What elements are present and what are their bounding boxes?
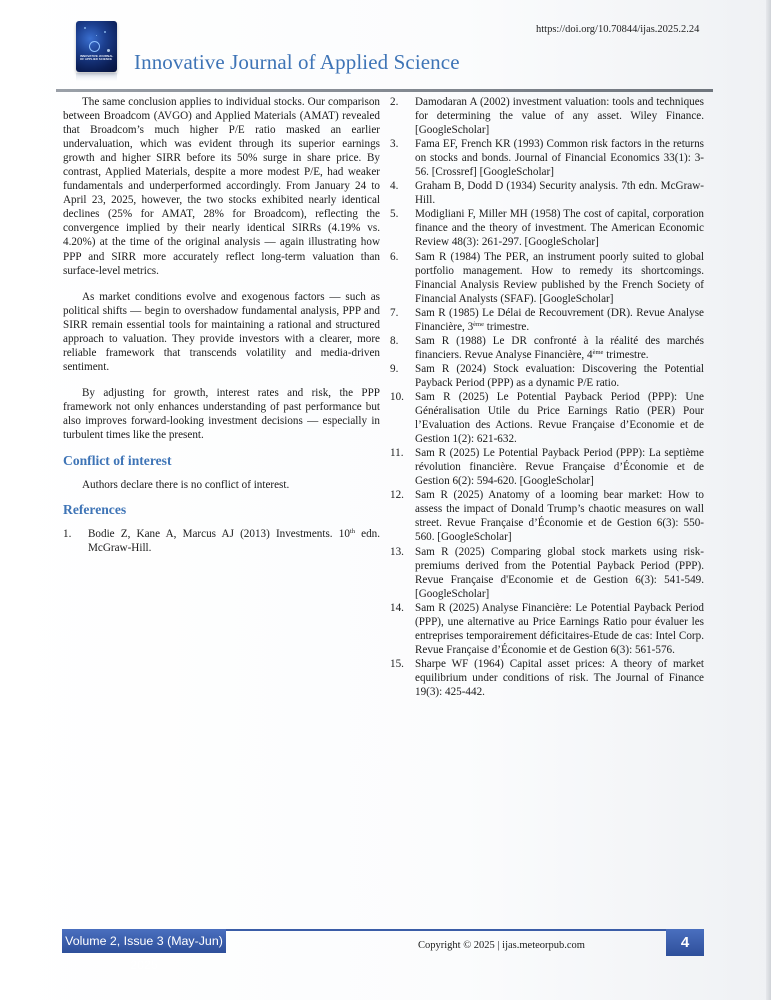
- reference-text-end: edn. McGraw-Hill.: [88, 528, 380, 555]
- reference-number: 14.: [390, 601, 404, 614]
- conflict-heading: Conflict of interest: [63, 453, 172, 469]
- reference-item: [390, 95, 704, 137]
- reference-number: 2.: [390, 96, 399, 108]
- reference-text-end: trimestre.: [603, 348, 649, 361]
- reference-text: Sam R (2025) Le Potential Payback Period (PPP): Une Généralisation Utile du Price Earnings Ratio (PER) Pour l’Evaluation des Actions. Revue Française d’Economie et de Gestion 1(2): 621-632.: [415, 390, 704, 446]
- reference-item: [390, 207, 704, 249]
- reference-number: 13.: [390, 545, 404, 558]
- reference-item: [390, 250, 704, 306]
- reference-number: 10.: [390, 390, 404, 403]
- reference-item: [390, 137, 704, 179]
- body-paragraph: By adjusting for growth, interest rates and risk, the PPP framework not only enhances understanding of past performance but also improves forward-looking investment decisions — especially in turbulent times like the present.: [63, 386, 380, 442]
- reference-list-left: [63, 527, 380, 555]
- page-edge-shadow: [766, 0, 771, 1000]
- body-paragraph: As market conditions evolve and exogenous factors — such as political shifts — begin to overshadow fundamental analysis, PPP and SIRR remain essential tools for maintaining a rational and structured approach to valuation. They provide investors with a clearer, more reliable framework that transcends volatility and media-driven sentiment.: [63, 290, 380, 373]
- reference-text: Modigliani F, Miller MH (1958) The cost of capital, corporation finance and the theory of investment. The American Economic Review 48(3): 261-297. [GoogleScholar]: [415, 208, 704, 249]
- reference-superscript: th: [349, 528, 355, 536]
- reference-superscript: ème: [473, 320, 484, 328]
- reference-number: 8.: [390, 334, 399, 347]
- reference-text: Sam R (2025) Analyse Financière: Le Potential Payback Period (PPP), une alternative au Price Earnings Ratio pour évaluer les entreprises temporairement déficitaires-Etude de cas: Intel Corp. Revue Française d’Économie et de Gestion 6(3): 561-576.: [415, 601, 704, 656]
- reference-text: Sam R (1985) Le Délai de Recouvrement (DR). Revue Analyse Financière, 3: [415, 306, 704, 333]
- reference-item: [390, 362, 704, 390]
- reference-text: Sam R (1988) Le DR confronté à la réalité des marchés financiers. Revue Analyse Financière, 4: [415, 334, 704, 361]
- reference-item: [390, 306, 704, 334]
- logo-text: INNOVATIVE JOURNAL OF APPLIED SCIENCE: [80, 54, 114, 62]
- reference-item: [390, 390, 704, 446]
- logo-star: [104, 31, 106, 33]
- reference-text: Sam R (1984) The PER, an instrument poorly suited to global portfolio management. How to remedy its shortcomings. Financial Analysis Review published by the French Society of Financial Analysts (SFAF). [GoogleScholar]: [415, 250, 704, 305]
- footer-copyright: Copyright © 2025 | ijas.meteorpub.com: [418, 940, 585, 951]
- reference-item: [390, 657, 704, 699]
- reference-item: [390, 601, 704, 657]
- reference-number: 5.: [390, 208, 399, 221]
- reference-text: Sam R (2025) Le Potential Payback Period (PPP): La septième révolution financière. Revue Française d’Économie et de Gestion 6(2): 594-620. [GoogleScholar]: [415, 447, 704, 488]
- reference-list-right: [390, 95, 704, 699]
- logo-star: [96, 35, 97, 36]
- reference-number: 4.: [390, 180, 399, 193]
- reference-text-end: trimestre.: [484, 320, 530, 333]
- logo-star: [107, 49, 110, 52]
- left-column: [63, 95, 380, 555]
- reference-text: Damodaran A (2002) investment valuation: tools and techniques for determining the value of any asset. Wiley Finance. [GoogleScholar]: [415, 96, 704, 137]
- reference-number: 7.: [390, 306, 399, 319]
- reference-item: [390, 545, 704, 601]
- logo-reflection: [76, 73, 117, 81]
- reference-text: Sharpe WF (1964) Capital asset prices: A theory of market equilibrium under conditions of risk. The Journal of Finance 19(3): 425-442.: [415, 657, 704, 698]
- reference-text: Bodie Z, Kane A, Marcus AJ (2013) Investments. 10: [88, 528, 350, 541]
- reference-number: 15.: [390, 657, 404, 670]
- references-heading: References: [63, 502, 127, 518]
- reference-number: 6.: [390, 250, 399, 263]
- reference-number: 9.: [390, 362, 399, 375]
- logo-ring: [89, 41, 100, 52]
- right-column: [390, 95, 704, 699]
- reference-superscript: ème: [592, 348, 604, 356]
- doi-link[interactable]: https://doi.org/10.70844/ijas.2025.2.24: [536, 24, 700, 35]
- conflict-statement: Authors declare there is no conflict of interest.: [82, 479, 290, 492]
- reference-text: Fama EF, French KR (1993) Common risk factors in the returns on stocks and bonds. Journal of Financial Economics 33(1): 3-56. [Crossref] [GoogleScholar]: [415, 138, 704, 179]
- reference-text: Graham B, Dodd D (1934) Security analysis. 7th edn. McGraw-Hill.: [415, 180, 704, 207]
- reference-number: 12.: [390, 489, 404, 502]
- reference-text: Sam R (2024) Stock evaluation: Discovering the Potential Payback Period (PPP) as a dynamic P/E ratio.: [415, 362, 704, 389]
- reference-item: [390, 334, 704, 362]
- reference-item: [63, 527, 380, 555]
- reference-item: [390, 179, 704, 207]
- header-divider: [56, 89, 713, 92]
- body-paragraph: The same conclusion applies to individual stocks. Our comparison between Broadcom (AVGO) and Applied Materials (AMAT) revealed that Broadcom’s much higher P/E ratio masked an earlier undervaluation, which was evident through its superior earnings growth and higher SIRR before its 50% surge in share price. By contrast, Applied Materials, despite a more modest P/E, had weaker fundamentals and underperformed accordingly. From January 24 to April 23, 2025, however, the two stocks exhibited nearly identical declines (25% for AMAT, 28% for Broadcom), reflecting the convergence implied by their nearly identical SIRRs (4.19% vs. 4.20%) at the time of the original analysis — again illustrating how PPP and SIRR more accurately reflect long-term valuation than surface-level metrics.: [63, 96, 380, 277]
- page-number: 4: [666, 929, 704, 956]
- reference-text: Sam R (2025) Comparing global stock markets using risk-premiums derived from the Potential Payback Period (PPP). Revue Française d'Economie et de Gestion 6(3): 541-549. [GoogleScholar]: [415, 545, 704, 600]
- reference-number: 11.: [390, 447, 404, 460]
- logo-star: [84, 27, 86, 29]
- journal-logo: [76, 21, 117, 72]
- reference-item: [390, 488, 704, 544]
- reference-number: 3.: [390, 138, 399, 151]
- journal-title: Innovative Journal of Applied Science: [134, 50, 460, 74]
- footer-volume-badge: Volume 2, Issue 3 (May-Jun) 2025: [62, 929, 226, 953]
- reference-text: Sam R (2025) Anatomy of a looming bear market: How to assess the impact of Donald Trump’s chaotic measures on wall street. Revue Française d’Économie et de Gestion 6(3): 550-560. [GoogleScholar]: [415, 489, 704, 544]
- reference-number: 1.: [63, 528, 72, 541]
- reference-item: [390, 446, 704, 488]
